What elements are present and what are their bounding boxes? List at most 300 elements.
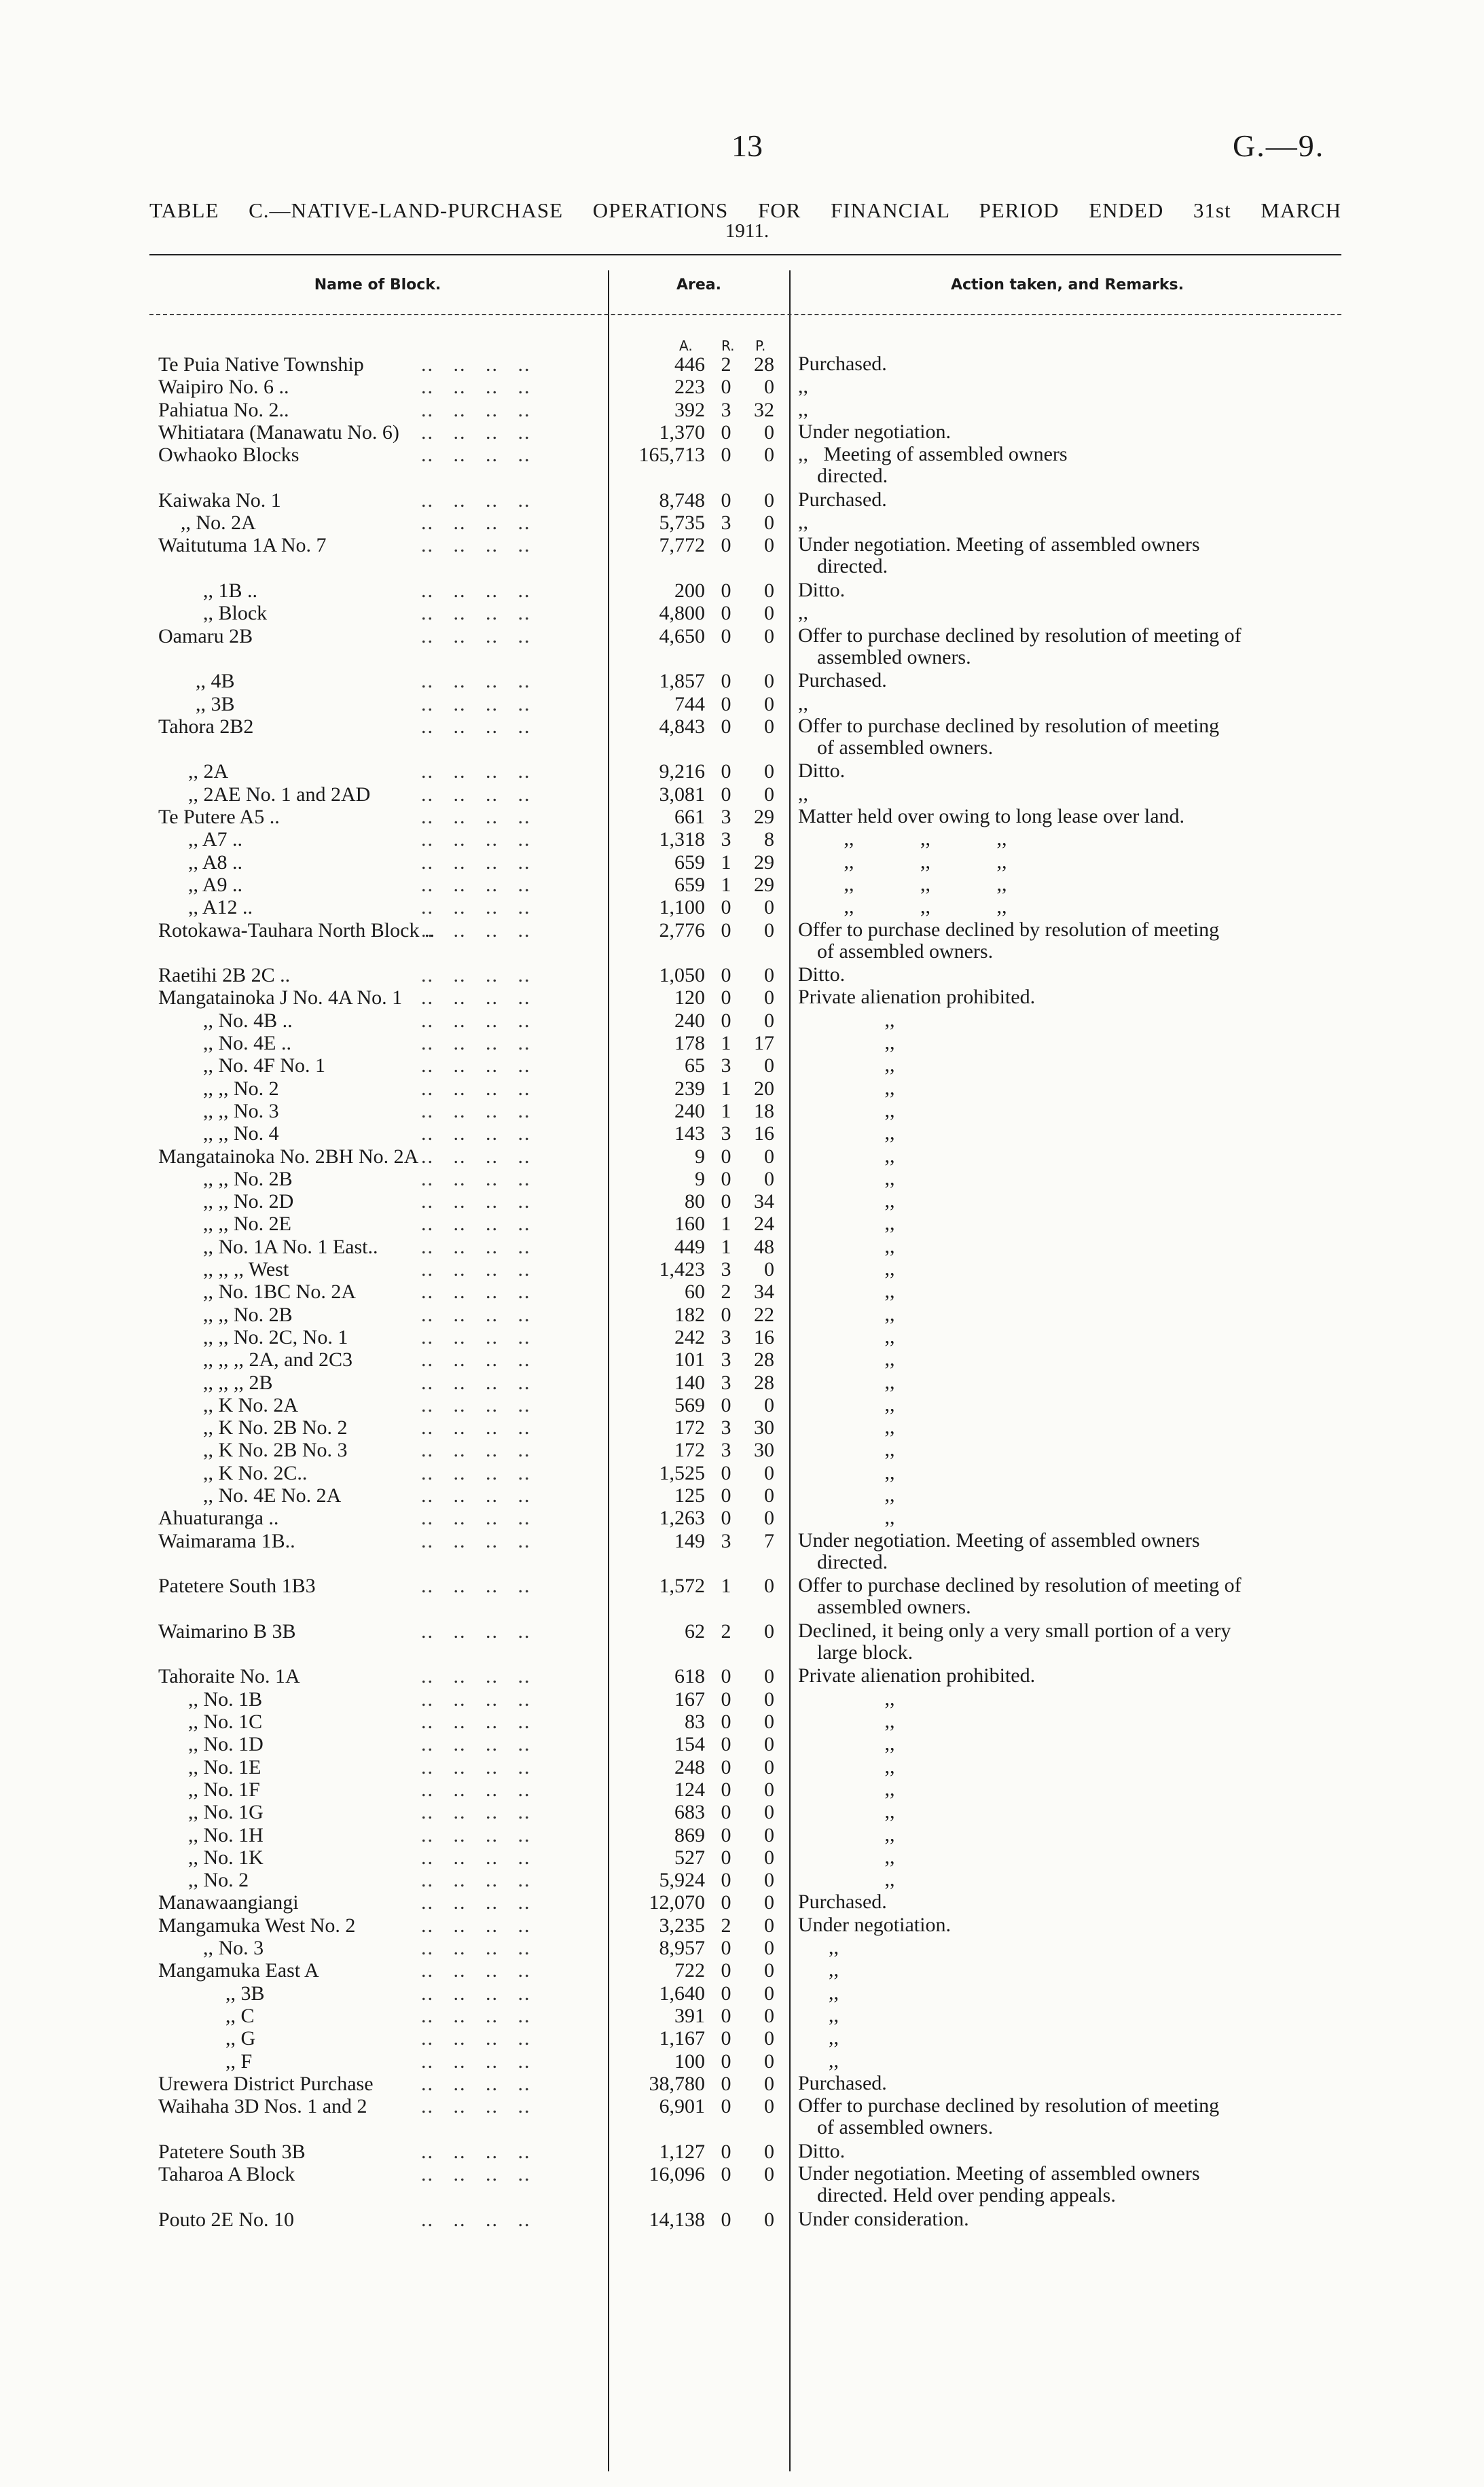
area-perches: 0: [764, 602, 774, 625]
area-roods: 0: [721, 670, 731, 693]
area-perches: 0: [764, 2004, 774, 2027]
area-roods: 0: [721, 1303, 731, 1326]
leader-dots: .. .. .. ..: [421, 806, 531, 828]
block-name: Patetere South 3B: [158, 2140, 306, 2163]
action-line: ,,: [798, 1981, 839, 2004]
area-perches: 0: [764, 444, 774, 467]
area-perches: 0: [764, 670, 774, 693]
table-row: [0, 964, 1484, 987]
area-perches: 0: [764, 2050, 774, 2073]
table-row: [0, 670, 1484, 693]
action-line-continued: directed.: [817, 465, 888, 488]
action-line: ,,: [798, 1234, 895, 1257]
action-remark: [798, 1054, 1335, 1076]
action-line: Under negotiation. Meeting of assembled owners: [798, 533, 1200, 556]
leader-dots: .. .. .. ..: [421, 1393, 531, 1416]
leader-dots: .. .. .. ..: [421, 851, 531, 874]
area-acres: 100: [674, 2050, 705, 2073]
action-line: ,,: [798, 1438, 895, 1461]
area-roods: 0: [721, 1190, 731, 1213]
action-line: Ditto.: [798, 579, 846, 601]
table-row: [0, 579, 1484, 603]
area-acres: 6,901: [659, 2095, 705, 2118]
area-acres: 661: [674, 806, 705, 828]
block-name: ,, No. 2A: [181, 512, 256, 535]
area-acres: 178: [674, 1032, 705, 1054]
area-perches: 0: [764, 2208, 774, 2231]
action-line: ,,: [798, 1348, 895, 1371]
block-name: ,, F: [225, 2050, 253, 2073]
action-line: Under negotiation. Meeting of assembled owners: [798, 2162, 1200, 2185]
area-perches: 32: [754, 398, 774, 421]
unit-acres: A.: [679, 338, 693, 354]
leader-dots: .. .. .. ..: [421, 1325, 531, 1348]
block-name: ,, No. 1B: [188, 1687, 263, 1711]
table-row: [0, 918, 1484, 963]
area-roods: 0: [721, 783, 731, 806]
leader-dots: .. .. .. ..: [421, 2050, 531, 2073]
area-acres: 9: [695, 1167, 705, 1190]
action-line: Offer to purchase declined by resolution of meeting of: [798, 1574, 1242, 1597]
leader-dots: .. .. .. ..: [421, 2095, 531, 2118]
area-roods: 0: [721, 1891, 731, 1914]
area-roods: 0: [721, 918, 731, 942]
table-row: [0, 1168, 1484, 1191]
action-remark: [798, 715, 1335, 759]
action-line: ,,: [798, 1098, 895, 1122]
leader-dots: .. .. .. ..: [421, 1846, 531, 1869]
action-line: ,, ,, ,,: [798, 827, 1007, 851]
block-name: ,, G: [225, 2027, 256, 2050]
table-row: [0, 1326, 1484, 1349]
table-row: [0, 714, 1484, 759]
block-name: ,, No. 4E ..: [203, 1032, 291, 1054]
area-acres: 722: [674, 1959, 705, 1982]
table-row: [0, 1281, 1484, 1304]
leader-dots: .. .. .. ..: [421, 488, 531, 512]
action-remark: [798, 1530, 1335, 1573]
area-roods: 0: [721, 2163, 731, 2185]
area-acres: 683: [674, 1801, 705, 1824]
leader-dots: .. .. .. ..: [421, 1032, 531, 1054]
leader-dots: .. .. .. ..: [421, 2027, 531, 2050]
area-roods: 0: [721, 2050, 731, 2073]
action-remark: [798, 1665, 1335, 1687]
action-remark: [798, 1733, 1335, 1755]
area-perches: 0: [764, 1258, 774, 1281]
leader-dots: .. .. .. ..: [421, 1507, 531, 1530]
block-name: ,, 4B: [196, 670, 235, 693]
leader-dots: .. .. .. ..: [421, 1348, 531, 1372]
action-remark: [798, 1168, 1335, 1189]
area-perches: 20: [754, 1077, 774, 1100]
unit-perches: P.: [755, 338, 766, 354]
action-line-continued: directed.: [817, 555, 888, 578]
block-name: ,, ,, ,, 2B: [203, 1371, 273, 1394]
area-roods: 0: [721, 2140, 731, 2163]
area-acres: 62: [685, 1620, 705, 1643]
block-name: Whitiatara (Manawatu No. 6): [158, 421, 399, 444]
table-row: [0, 1733, 1484, 1756]
leader-dots: .. .. .. ..: [421, 918, 531, 942]
area-perches: 8: [764, 828, 774, 851]
area-acres: 1,370: [659, 421, 705, 444]
area-acres: 659: [674, 851, 705, 874]
area-acres: 4,843: [659, 715, 705, 738]
block-name: ,, ,, No. 2: [203, 1077, 279, 1100]
action-remark: [798, 2050, 1335, 2072]
leader-dots: .. .. .. ..: [421, 1461, 531, 1484]
block-name: ,, K No. 2C..: [203, 1461, 308, 1484]
leader-dots: .. .. .. ..: [421, 1982, 531, 2005]
table-row: [0, 1236, 1484, 1259]
table-row: [0, 1982, 1484, 2005]
action-line: ,,: [798, 1936, 839, 1958]
action-remark: [798, 444, 1335, 487]
table-row: [0, 1009, 1484, 1033]
action-remark: [798, 1688, 1335, 1710]
action-line: Under negotiation.: [798, 1913, 951, 1936]
area-acres: 8,748: [659, 488, 705, 512]
leader-dots: .. .. .. ..: [421, 1054, 531, 1077]
area-acres: 618: [674, 1665, 705, 1688]
area-perches: 0: [764, 1393, 774, 1416]
table-row: [0, 1914, 1484, 1937]
leader-dots: .. .. .. ..: [421, 1914, 531, 1937]
area-acres: 7,772: [659, 534, 705, 557]
area-roods: 3: [721, 1258, 731, 1281]
area-roods: 0: [721, 1778, 731, 1801]
area-acres: 1,640: [659, 1982, 705, 2005]
leader-dots: .. .. .. ..: [421, 1869, 531, 1892]
table-row: [0, 1688, 1484, 1711]
block-name: Waimarino B 3B: [158, 1620, 296, 1643]
area-roods: 3: [721, 512, 731, 535]
area-roods: 1: [721, 1099, 731, 1122]
leader-dots: .. .. .. ..: [421, 1145, 531, 1168]
area-acres: 182: [674, 1303, 705, 1326]
area-acres: 223: [674, 376, 705, 399]
area-perches: 0: [764, 624, 774, 647]
area-roods: 0: [721, 2208, 731, 2231]
action-line: Offer to purchase declined by resolution of meeting: [798, 714, 1220, 737]
area-roods: 0: [721, 964, 731, 987]
action-remark: [798, 1236, 1335, 1257]
block-name: ,, ,, No. 4: [203, 1122, 279, 1145]
block-name: Pouto 2E No. 10: [158, 2208, 295, 2231]
action-line: ,,: [798, 1416, 895, 1439]
block-name: Kaiwaka No. 1: [158, 488, 281, 512]
action-line: ,,: [798, 692, 808, 715]
table-row: [0, 1190, 1484, 1213]
block-name: ,, A12 ..: [188, 896, 253, 919]
area-perches: 29: [754, 851, 774, 874]
area-roods: 0: [721, 760, 731, 783]
area-acres: 12,070: [649, 1891, 705, 1914]
block-name: ,, K No. 2A: [203, 1393, 298, 1416]
table-row: [0, 1778, 1484, 1802]
action-line: ,,: [798, 2049, 839, 2072]
leader-dots: .. .. .. ..: [421, 1213, 531, 1236]
table-row: [0, 1258, 1484, 1281]
area-perches: 0: [764, 1687, 774, 1711]
area-roods: 0: [721, 715, 731, 738]
block-name: ,, ,, ,, West: [203, 1258, 289, 1281]
area-perches: 0: [764, 1009, 774, 1032]
action-remark: [798, 1846, 1335, 1868]
area-perches: 0: [764, 1778, 774, 1801]
area-perches: 17: [754, 1032, 774, 1054]
action-line: Matter held over owing to long lease over land.: [798, 805, 1185, 827]
series-reference: G.—9.: [1233, 128, 1325, 163]
area-acres: 1,050: [659, 964, 705, 987]
column-header-name: Name of Block.: [314, 276, 441, 293]
action-line: Purchased.: [798, 669, 887, 692]
action-line: Purchased.: [798, 2071, 887, 2094]
area-perches: 0: [764, 2163, 774, 2185]
action-remark: [798, 376, 1335, 397]
area-roods: 1: [721, 851, 731, 874]
block-name: Urewera District Purchase: [158, 2072, 374, 2095]
area-roods: 0: [721, 2072, 731, 2095]
action-remark: [798, 693, 1335, 715]
action-remark: [798, 1439, 1335, 1461]
table-row: [0, 1054, 1484, 1077]
action-line: ,,: [798, 601, 808, 624]
leader-dots: .. .. .. ..: [421, 692, 531, 715]
table-row: [0, 2162, 1484, 2206]
leader-dots: .. .. .. ..: [421, 512, 531, 535]
action-line: ,,: [798, 1755, 895, 1778]
action-remark: [798, 1394, 1335, 1416]
action-line-continued: assembled owners.: [817, 1596, 971, 1619]
block-name: Mangatainoka J No. 4A No. 1: [158, 986, 403, 1009]
area-roods: 1: [721, 873, 731, 896]
area-perches: 0: [764, 1507, 774, 1530]
area-perches: 0: [764, 1891, 774, 1914]
area-roods: 3: [721, 1348, 731, 1372]
area-perches: 0: [764, 488, 774, 512]
area-perches: 0: [764, 1484, 774, 1507]
leader-dots: .. .. .. ..: [421, 1687, 531, 1711]
action-remark: [798, 1258, 1335, 1280]
leader-dots: .. .. .. ..: [421, 896, 531, 919]
table-row: [0, 533, 1484, 578]
area-acres: 80: [685, 1190, 705, 1213]
table-row: [0, 1959, 1484, 1982]
area-perches: 0: [764, 1914, 774, 1937]
action-line: Private alienation prohibited.: [798, 1664, 1036, 1687]
area-roods: 1: [721, 1575, 731, 1598]
area-acres: 527: [674, 1846, 705, 1869]
area-perches: 34: [754, 1190, 774, 1213]
area-acres: 391: [674, 2004, 705, 2027]
leader-dots: .. .. .. ..: [421, 2072, 531, 2095]
area-acres: 65: [685, 1054, 705, 1077]
block-name: Mangamuka East A: [158, 1959, 319, 1982]
action-line: ,,: [798, 1506, 895, 1529]
table-row: [0, 1891, 1484, 1914]
block-name: Taharoa A Block: [158, 2163, 295, 2185]
action-line: ,,: [798, 1845, 895, 1868]
table-title-year: 1911.: [725, 220, 770, 242]
action-remark: [798, 2208, 1335, 2230]
action-remark: [798, 2027, 1335, 2049]
area-perches: 0: [764, 512, 774, 535]
block-name: Ahuaturanga ..: [158, 1507, 279, 1530]
area-roods: 0: [721, 444, 731, 467]
block-name: ,, A8 ..: [188, 851, 243, 874]
block-name: ,, No. 1A No. 1 East..: [203, 1235, 378, 1258]
area-perches: 0: [764, 986, 774, 1009]
table-row: [0, 1665, 1484, 1688]
area-acres: 239: [674, 1077, 705, 1100]
action-remark: [798, 1100, 1335, 1122]
action-line: ,,: [798, 1687, 895, 1710]
block-name: Waihaha 3D Nos. 1 and 2: [158, 2095, 367, 2118]
leader-dots: .. .. .. ..: [421, 1484, 531, 1507]
table-row: [0, 760, 1484, 783]
area-roods: 0: [721, 1461, 731, 1484]
action-line: ,,: [798, 1777, 895, 1800]
table-row: [0, 1077, 1484, 1101]
action-line: Offer to purchase declined by resolution of meeting of: [798, 624, 1242, 647]
area-perches: 0: [764, 1167, 774, 1190]
table-row: [0, 1372, 1484, 1395]
action-remark: [798, 2005, 1335, 2026]
action-remark: [798, 1416, 1335, 1438]
leader-dots: .. .. .. ..: [421, 1937, 531, 1959]
block-name: Oamaru 2B: [158, 624, 253, 647]
action-line: ,,: [798, 1461, 895, 1484]
table-row: [0, 896, 1484, 919]
area-perches: 0: [764, 1982, 774, 2005]
table-row: [0, 1711, 1484, 1734]
action-line: ,,: [798, 1280, 895, 1303]
action-remark: [798, 1620, 1335, 1664]
area-roods: 0: [721, 1145, 731, 1168]
area-roods: 0: [721, 1755, 731, 1778]
action-line: ,, ,, ,,: [798, 895, 1007, 918]
area-acres: 38,780: [649, 2072, 705, 2095]
action-line: Offer to purchase declined by resolution of meeting: [798, 2094, 1220, 2117]
table-row: [0, 1619, 1484, 1664]
leader-dots: .. .. .. ..: [421, 1258, 531, 1281]
leader-dots: .. .. .. ..: [421, 1575, 531, 1598]
area-acres: 167: [674, 1687, 705, 1711]
action-line-continued: of assembled owners.: [817, 2116, 994, 2139]
area-roods: 0: [721, 1484, 731, 1507]
table-row: [0, 624, 1484, 668]
action-line: Under negotiation. Meeting of assembled owners: [798, 1528, 1200, 1552]
table-row: [0, 2208, 1484, 2232]
table-row: [0, 1869, 1484, 1892]
action-line: ,,: [798, 1212, 895, 1235]
action-remark: [798, 1756, 1335, 1778]
action-remark: [798, 2095, 1335, 2139]
area-roods: 3: [721, 1371, 731, 1394]
area-perches: 0: [764, 2072, 774, 2095]
area-perches: 30: [754, 1416, 774, 1439]
action-remark: [798, 1462, 1335, 1484]
area-acres: 1,572: [659, 1575, 705, 1598]
area-roods: 3: [721, 1054, 731, 1077]
action-line: ,,: [798, 1008, 895, 1031]
leader-dots: .. .. .. ..: [421, 1099, 531, 1122]
area-perches: 0: [764, 964, 774, 987]
table-row: [0, 1846, 1484, 1869]
area-acres: 143: [674, 1122, 705, 1145]
action-remark: [798, 1213, 1335, 1234]
area-roods: 2: [721, 1620, 731, 1643]
leader-dots: .. .. .. ..: [421, 1235, 531, 1258]
table-row: [0, 443, 1484, 488]
block-name: ,, ,, ,, 2A, and 2C3: [203, 1348, 352, 1372]
table-row: [0, 2050, 1484, 2073]
area-perches: 0: [764, 715, 774, 738]
action-line: ,,: [798, 2026, 839, 2050]
action-line: ,,: [798, 1370, 895, 1393]
action-remark: [798, 625, 1335, 668]
block-name: Rotokawa-Tauhara North Block ..: [158, 918, 435, 942]
action-line: ,,: [798, 1710, 895, 1732]
action-remark: [798, 1304, 1335, 1325]
area-perches: 24: [754, 1213, 774, 1236]
page-number: 13: [731, 128, 763, 163]
area-acres: 744: [674, 692, 705, 715]
table-title: TABLE C.—NATIVE-LAND-PURCHASE OPERATIONS FOR FINANCIAL PERIOD ENDED 31st MARCH: [149, 198, 1341, 222]
leader-dots: .. .. .. ..: [421, 670, 531, 693]
action-remark: [798, 1801, 1335, 1823]
block-name: Tahoraite No. 1A: [158, 1665, 300, 1688]
action-line: Private alienation prohibited.: [798, 986, 1036, 1009]
action-remark: [798, 670, 1335, 692]
action-remark: [798, 534, 1335, 577]
area-acres: 154: [674, 1733, 705, 1756]
action-remark: [798, 1122, 1335, 1144]
area-acres: 140: [674, 1371, 705, 1394]
area-roods: 0: [721, 986, 731, 1009]
area-perches: 0: [764, 1733, 774, 1756]
leader-dots: .. .. .. ..: [421, 1959, 531, 1982]
area-acres: 101: [674, 1348, 705, 1372]
action-line: ,,: [798, 1054, 895, 1077]
leader-dots: .. .. .. ..: [421, 353, 531, 376]
area-acres: 1,857: [659, 670, 705, 693]
block-name: Mangatainoka No. 2BH No. 2A: [158, 1145, 419, 1168]
area-perches: 0: [764, 1869, 774, 1892]
action-remark: [798, 1009, 1335, 1031]
area-roods: 2: [721, 353, 731, 376]
leader-dots: .. .. .. ..: [421, 1755, 531, 1778]
area-roods: 0: [721, 1959, 731, 1982]
table-row: [0, 2005, 1484, 2028]
area-perches: 0: [764, 1711, 774, 1733]
area-perches: 0: [764, 1665, 774, 1688]
block-name: Te Putere A5 ..: [158, 806, 280, 828]
area-acres: 160: [674, 1213, 705, 1236]
leader-dots: .. .. .. ..: [421, 624, 531, 647]
leader-dots: .. .. .. ..: [421, 2163, 531, 2185]
block-name: ,, No. 1G: [188, 1801, 264, 1824]
action-remark: [798, 1484, 1335, 1506]
block-name: ,, No. 4F No. 1: [203, 1054, 326, 1077]
action-remark: [798, 1372, 1335, 1393]
action-line: Ditto.: [798, 2139, 846, 2162]
unit-roods: R.: [721, 338, 735, 354]
block-name: ,, 3B: [196, 692, 235, 715]
table-row: [0, 1937, 1484, 1960]
